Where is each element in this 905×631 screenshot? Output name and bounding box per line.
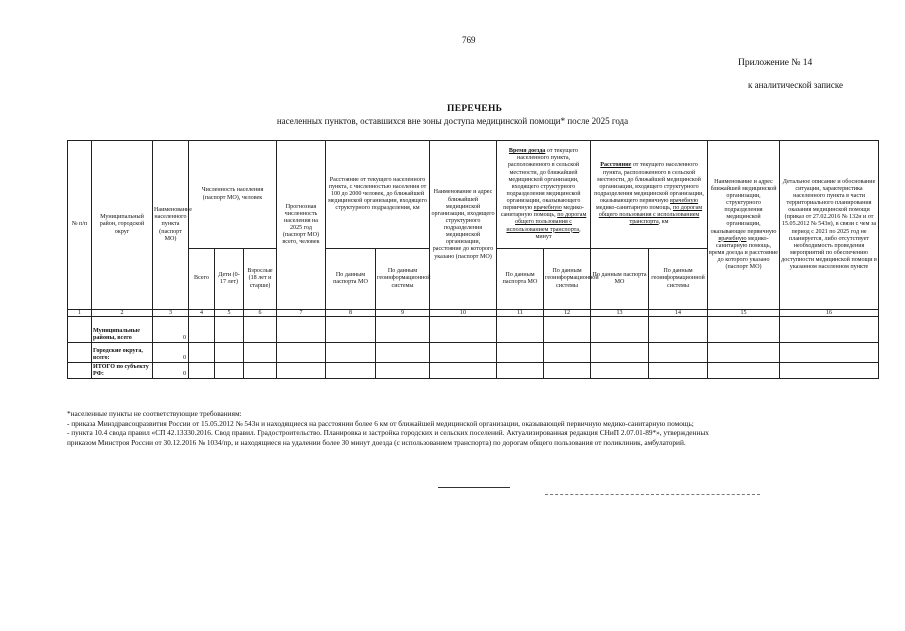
signature-line bbox=[438, 487, 510, 488]
column-number: 1 bbox=[68, 310, 92, 317]
table-row bbox=[68, 317, 879, 343]
header-detailed-description: Детальное описание и обоснование ситуации, характеристика населенного пункта в части территориального планирования оказания медицинской помощи (приказ от 27.02.2016 № 132н и от 15.05.2012 № 543н), в связи с чем за период с 2021 по 2025 год не планируется, либо отсутствует необходимость проведения мероприятий по обеспечению доступности медицинской помощи в указанном населенном пункте bbox=[780, 141, 879, 310]
header-time-geo: По данным геоинформационной системы bbox=[544, 249, 591, 310]
header-distance-passport: По данным паспорта МО bbox=[326, 249, 376, 310]
column-number: 7 bbox=[277, 310, 326, 317]
column-number: 5 bbox=[215, 310, 244, 317]
appendix-subtitle: к аналитической записке bbox=[748, 80, 843, 90]
header-road-distance-geo: По данным геоинформационной системы bbox=[649, 249, 708, 310]
column-number: 4 bbox=[189, 310, 215, 317]
header-travel-time-group bbox=[497, 141, 591, 249]
page-number: 769 bbox=[462, 35, 476, 45]
column-number: 15 bbox=[708, 310, 780, 317]
footnote-heading: *населенные пункты не соответствующие требованиям: bbox=[67, 409, 242, 418]
settlements-table bbox=[67, 140, 879, 379]
road-distance-emphasis-3: по дорогам общего пользования с использованием транспорта bbox=[598, 205, 703, 226]
road-distance-text-2: медико-санитарную помощь, bbox=[595, 205, 673, 212]
document-subtitle: населенных пунктов, оставшихся вне зоны доступа медицинской помощи* после 2025 года bbox=[276, 116, 629, 126]
table-row bbox=[68, 343, 879, 363]
header-row-1 bbox=[68, 141, 879, 249]
column-number: 10 bbox=[430, 310, 497, 317]
header-number: № п/п bbox=[68, 141, 92, 310]
footnote-sp-42: - пункта 10.4 свода правил «СП 42.13330.2016. Свод правил. Градостроительство. Планировка и застройка городских и сельских поселений. Актуализированная редакция СНиП 2.07.01-89*», утвержденных bbox=[67, 428, 709, 438]
column-number: 14 bbox=[649, 310, 708, 317]
travel-time-emphasis-2: врачебную bbox=[533, 205, 562, 212]
document-title: ПЕРЕЧЕНЬ bbox=[447, 104, 503, 114]
header-time-passport: По данным паспорта МО bbox=[497, 249, 544, 310]
row-label-city-districts: Городские округа, всего: bbox=[92, 343, 153, 363]
row-value-municipal-districts: 0 bbox=[153, 317, 189, 343]
footnotes bbox=[67, 409, 882, 448]
header-population-group: Численность населения (паспорт МО), человек bbox=[189, 141, 277, 249]
header-forecast-population: Прогнозная численность населения на 2025 год (паспорт МО) всего, человек bbox=[277, 141, 326, 310]
row-label-municipal-districts: Муниципальные районы, всего bbox=[92, 317, 153, 343]
primary-org-text-1: Наименование и адрес ближайшей медицинской организации, структурного подразделения медицинской организации, оказывающее первичную bbox=[710, 178, 777, 235]
primary-org-text-2: медико-санитарную помощь, время доезда и расстояние до которого указано (паспорт МО) bbox=[709, 235, 778, 271]
row-value-total: 0 bbox=[153, 363, 189, 379]
column-number: 9 bbox=[376, 310, 430, 317]
column-numbers-row bbox=[68, 310, 879, 317]
table-row bbox=[68, 363, 879, 379]
header-nearest-primary-org bbox=[708, 141, 780, 310]
column-number: 11 bbox=[497, 310, 544, 317]
dashed-line bbox=[545, 494, 760, 495]
header-road-distance-passport: По данным паспорта МО bbox=[591, 249, 649, 310]
appendix-label: Приложение № 14 bbox=[738, 58, 813, 68]
road-distance-text-3: , км bbox=[658, 219, 669, 226]
header-settlement-name: Наименование населенного пункта (паспорт МО) bbox=[153, 141, 189, 310]
header-population-adults: Взрослые (18 лет и старше) bbox=[244, 249, 277, 310]
column-number: 3 bbox=[153, 310, 189, 317]
footnote-sp-42-continued: приказом Минстроя России от 30.12.2016 № 1034/пр, и находящиеся на удалении более 30 минут доезда (с использованием транспорта) по дорогам общего пользования от поликлиник, амбулаторий. bbox=[67, 437, 686, 447]
column-number: 13 bbox=[591, 310, 649, 317]
column-number: 8 bbox=[326, 310, 376, 317]
road-distance-text-1: от текущего населенного пункта, расположенного в сельской местности, до ближайшей медицинской организации, входящего структурного подразделения медицинской организации, оказывающего первичную bbox=[594, 162, 704, 205]
header-road-distance-group bbox=[591, 141, 708, 249]
column-number: 16 bbox=[780, 310, 879, 317]
header-nearest-org: Наименование и адрес ближайшей медицинской организации, входящего структурного подразделения медицинской организации, расстояние до которого указано (паспорт МО) bbox=[430, 141, 497, 310]
header-distance-group: Расстояние от текущего населенного пункта, с численностью населения от 100 до 2000 человек, до ближайшей медицинской организации, входящего структурного подразделения, км bbox=[326, 141, 430, 249]
footnote-order-543n: - приказа Минздравсоцразвития России от 15.05.2012 № 543н и находящиеся на расстоянии более 6 км от ближайшей медицинской организации, оказывающей первичную медико-санитарную помощь; bbox=[67, 418, 694, 428]
column-number: 12 bbox=[544, 310, 591, 317]
travel-time-emphasis-3: по дорогам общего пользования с использованием транспорта bbox=[506, 212, 587, 233]
travel-time-emphasis: Время доезда bbox=[508, 148, 546, 155]
row-label-total: ИТОГО по субъекту РФ: bbox=[92, 363, 153, 379]
row-value-city-districts: 0 bbox=[153, 343, 189, 363]
road-distance-emphasis: Расстояние bbox=[600, 162, 632, 169]
header-population-children: Дети (0-17 лет) bbox=[215, 249, 244, 310]
travel-time-text-1: от текущего населенного пункта, расположенного в сельской местности, до ближайшей медицинской организации, входящего структурного подразделения медицинской организации, оказывающего первичную bbox=[503, 148, 581, 212]
header-district: Муниципальный район, городской округ bbox=[92, 141, 153, 310]
travel-time-text-2: медико-санитарную помощь, bbox=[500, 205, 584, 219]
header-population-total: Всего bbox=[189, 249, 215, 310]
road-distance-emphasis-2: врачебную bbox=[670, 198, 699, 205]
column-number: 2 bbox=[92, 310, 153, 317]
travel-time-text-3: , минут bbox=[535, 226, 581, 240]
primary-org-emphasis: врачебную bbox=[718, 235, 747, 242]
column-number: 6 bbox=[244, 310, 277, 317]
header-distance-geo: По данным геоинформационной системы bbox=[376, 249, 430, 310]
